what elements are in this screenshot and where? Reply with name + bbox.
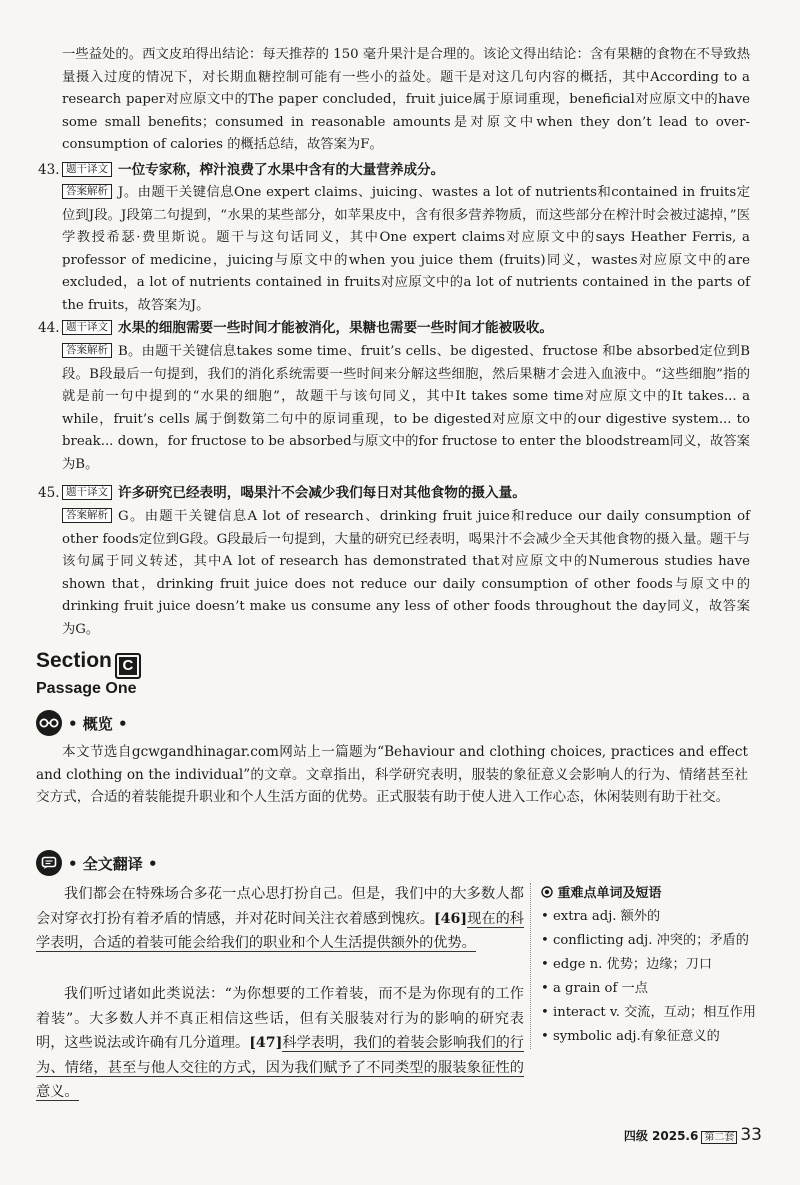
target-icon xyxy=(541,886,558,901)
translation-tag: 题干译文 xyxy=(62,162,112,177)
vocab-item-text: conflicting adj. 冲突的；矛盾的 xyxy=(552,933,749,948)
underlined-sentence: 科学表明，我们的着装会影响我们的行为、情绪，甚至与他人交往的方式，因为我们赋予了不同类型的服装象征性的意义。 xyxy=(36,1035,524,1101)
analysis-45 xyxy=(62,506,750,642)
footer-level: 四级 2025.6 xyxy=(623,1129,699,1143)
vocab-box xyxy=(530,883,763,1049)
analysis-text: J。由题干关键信息One expert claims、juicing、wastes a lot of nutrients和contained in fruits定位到J段。J段第二句提到，“水果的某些部分，如苹果皮中，含有很多营养物质，而这些部分在榨汁时会被过滤掉，”医学教授希瑟·费里斯说。题干与这句话同义，其中One expert claims对应原文中的says Heather Ferris, a professor of medicine，juicing与原文中的when you juice them (fruits)同义，wastes对应原文中的are excluded，a lot of nutrients contained in fruits对应原文中的a lot of nutrients contained in the parts of the fruits，故答案为J。 xyxy=(62,185,750,313)
analysis-tag: 答案解析 xyxy=(62,343,112,358)
question-text: 水果的细胞需要一些时间才能被消化，果糖也需要一些时间才能被吸收。 xyxy=(118,320,553,336)
glasses-icon xyxy=(36,710,62,736)
translation-heading-label: • 全文翻译 • xyxy=(68,854,158,873)
section-badge: C xyxy=(115,653,141,679)
vocab-item-text: a grain of 一点 xyxy=(552,981,648,996)
vocab-item: • symbolic adj.有象征意义的 xyxy=(541,1029,720,1044)
translation-paragraph-1 xyxy=(36,882,524,956)
translation-heading xyxy=(36,850,158,876)
overview-heading xyxy=(36,710,128,736)
vocab-title xyxy=(541,883,763,905)
question-number: 43. xyxy=(38,162,60,178)
analysis-44 xyxy=(62,341,750,477)
vocab-item: • conflicting adj. 冲突的；矛盾的 xyxy=(541,933,749,948)
speech-bubble-icon xyxy=(36,850,62,876)
translation-tag: 题干译文 xyxy=(62,485,112,500)
page-footer xyxy=(624,1125,762,1145)
translation-text: 我们听过诸如此类说法：“为你想要的工作着装，而不是为你现有的工作着装”。大多数人并不真正相信这些话，但有关服装对行为的影响的研究表明，这些说法或许确有几分道理。 xyxy=(36,986,524,1052)
question-number: 44. xyxy=(38,320,60,336)
translation-text: 我们都会在特殊场合多花一点心思打扮自己。但是，我们中的大多数人都会对穿衣打扮有着矛盾的情感，并对花时间关注衣着感到愧疚。 xyxy=(36,886,524,927)
question-text: 一位专家称，榨汁浪费了水果中含有的大量营养成分。 xyxy=(118,162,445,178)
vocab-item-text: edge n. 优势；边缘；刀口 xyxy=(552,957,713,972)
question-43 xyxy=(38,159,750,182)
vocab-item-text: extra adj. 额外的 xyxy=(552,909,661,924)
analysis-tag: 答案解析 xyxy=(62,508,112,523)
section-title xyxy=(36,649,141,679)
passage-title: Passage One xyxy=(36,680,137,697)
page-number: 33 xyxy=(740,1125,762,1145)
answer-42-continued: 一些益处的。西文皮珀得出结论：每天推荐的 150 毫升果汁是合理的。该论文得出结论：含有果糖的食物在不导致热量摄入过度的情况下，对长期血糖控制可能有一些小的益处。题干是对这几句内容的概括，其中According to a research paper对应原文中的The paper concluded，fruit juice属于原词重现，beneficial对应原文中的have some small benefits；consumed in reasonable amounts是对原文中when they don’t lead to over-consumption of calories 的概括总结，故答案为F。 xyxy=(62,47,750,153)
overview-text: 本文节选自gcwgandhinagar.com网站上一篇题为“Behaviour and clothing choices, practices and effect and clothing on the individual”的文章。文章指出，科学研究表明，服装的象征意义会影响人的行为、情绪甚至社交方式，合适的着装能提升职业和个人生活方面的优势。正式服装有助于使人进入工作心态，休闲装则有助于社交。 xyxy=(36,744,748,806)
vocab-item: • extra adj. 额外的 xyxy=(541,909,661,924)
vocab-item-text: interact v. 交流，互动；相互作用 xyxy=(552,1005,756,1020)
footer-issue: 第二套 xyxy=(701,1131,737,1144)
analysis-43 xyxy=(62,182,750,318)
question-44 xyxy=(38,317,750,340)
vocab-title-label: 重难点单词及短语 xyxy=(557,886,662,901)
section-label: Section xyxy=(36,649,112,672)
vocab-item: • a grain of 一点 xyxy=(541,981,648,996)
translation-tag: 题干译文 xyxy=(62,320,112,335)
question-marker-46: [46] xyxy=(433,910,468,927)
analysis-text: G。由题干关键信息A lot of research、drinking fruit juice和reduce our daily consumption of other foods定位到G段。G段最后一句提到，大量的研究已经表明，喝果汁不会减少全天其他食物的摄入量。题干与该句属于同义转述，其中A lot of research has demonstrated that对应原文中的Numerous studies have shown that，drinking fruit juice does not reduce our daily consumption of other foods与原文中的drinking fruit juice doesn’t make us consume any less of other foods throughout the day同义，故答案为G。 xyxy=(62,509,750,637)
question-number: 45. xyxy=(38,485,60,501)
analysis-tag: 答案解析 xyxy=(62,184,112,199)
question-45 xyxy=(38,482,750,505)
overview-heading-label: • 概览 • xyxy=(68,714,128,733)
question-marker-47: [47] xyxy=(249,1035,283,1052)
underlined-sentence: 现在的科学表明，合适的着装可能会给我们的职业和个人生活提供额外的优势。 xyxy=(36,910,524,952)
vocab-item: • interact v. 交流，互动；相互作用 xyxy=(541,1005,756,1020)
translation-paragraph-2 xyxy=(36,982,524,1105)
question-text: 许多研究已经表明，喝果汁不会减少我们每日对其他食物的摄入量。 xyxy=(118,485,526,501)
analysis-text: B。由题干关键信息takes some time、fruit’s cells、be digested、fructose 和be absorbed定位到B段。B段最后一句提到，我们的消化系统需要一些时间来分解这些细胞，然后果糖才会进入血液中。“这些细胞”指的就是前一句中提到的“水果的细胞”，故题干与该句同义，其中It takes some time对应原文中的It takes... a while，fruit’s cells 属于倒数第二句中的原词重现，to be digested对应原文中的our digestive system... to break... down，for fructose to be absorbed与原文中的for fructose to enter the bloodstream同义，故答案为B。 xyxy=(62,344,750,472)
vocab-item-text: symbolic adj.有象征意义的 xyxy=(552,1029,720,1044)
vocab-item: • edge n. 优势；边缘；刀口 xyxy=(541,957,713,972)
